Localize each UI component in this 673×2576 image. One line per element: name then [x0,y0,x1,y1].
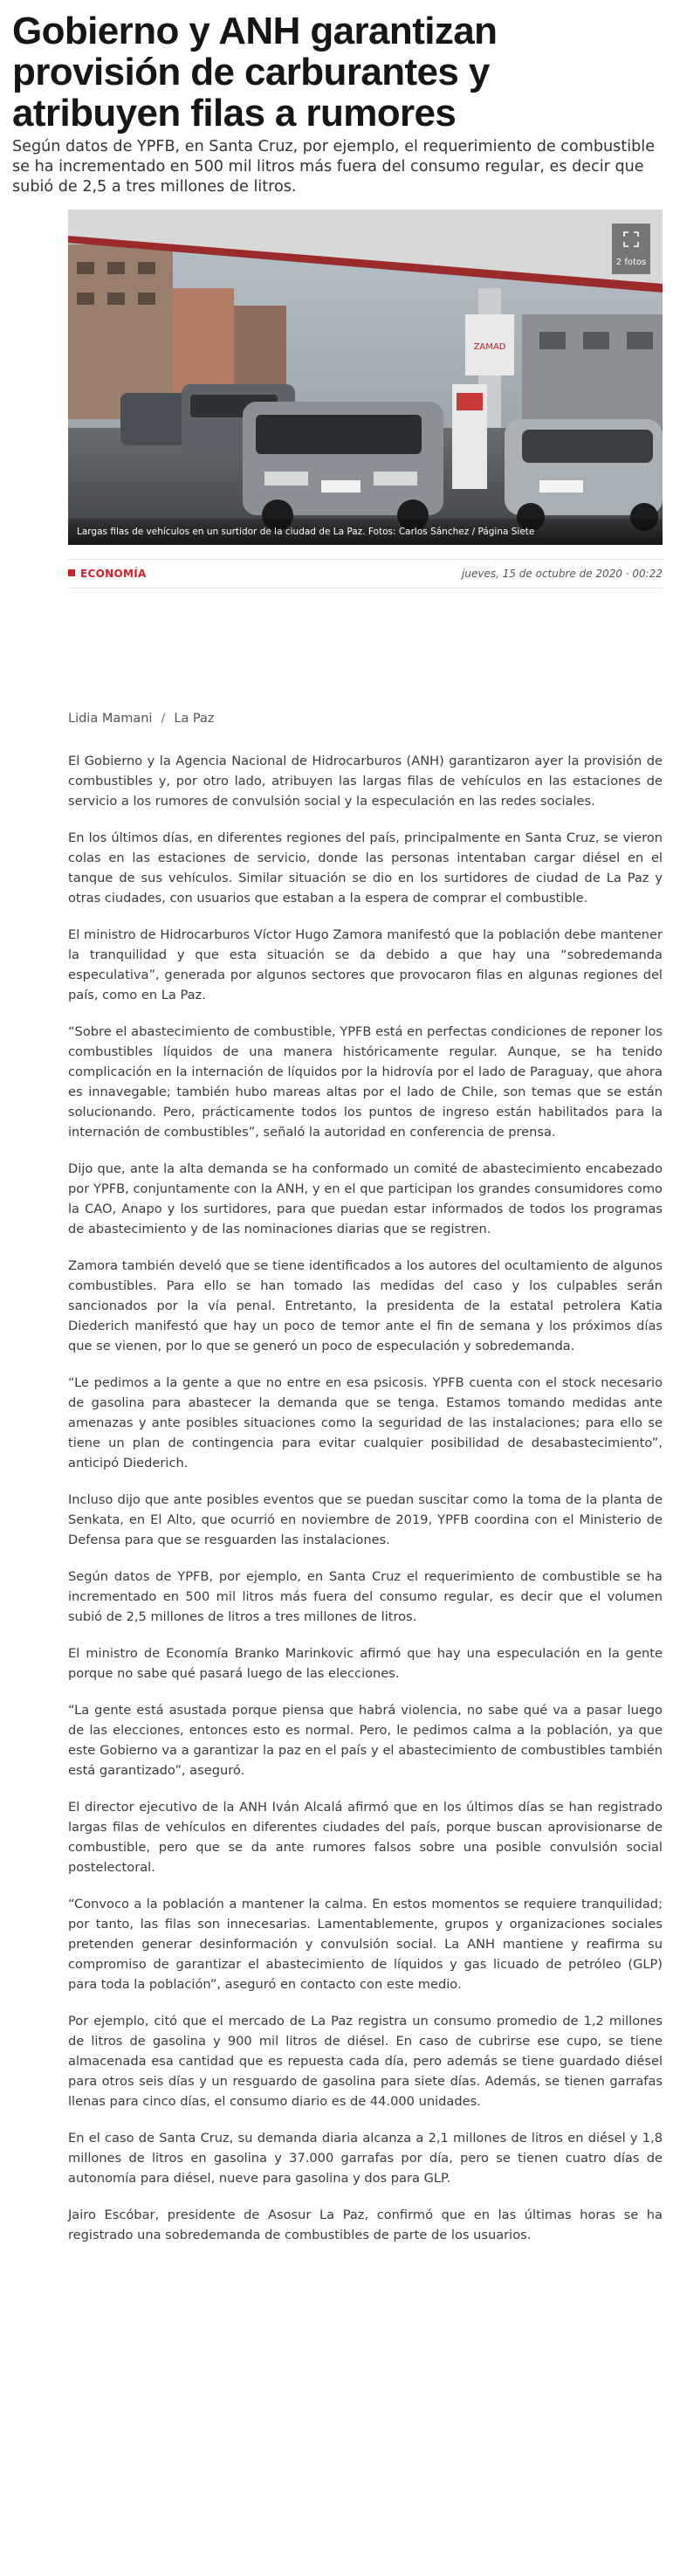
section-link[interactable] [68,568,147,580]
article-meta [68,559,663,589]
photo-illustration [68,210,663,545]
article-paragraph: “Le pedimos a la gente a que no entre en esa psicosis. YPFB cuenta con el stock necesario de gasolina para abastecer la demanda que se tenga. Estamos tomando medidas ante amenazas y ante posibles situaciones como la seguridad de las instalaciones; para ello se tiene un plan de contingencia para evitar cualquier posibilidad de desabastecimiento”, anticipó Diederich. [68,1375,663,1471]
article-paragraph: El ministro de Hidrocarburos Víctor Hugo Zamora manifestó que la población debe mantener la tranquilidad y que esta situación se da debido a que hay una “sobredemanda especulativa”, generada por algunos sectores que provocaron filas en algunas regiones del país, como en La Paz. [68,927,663,1002]
article-paragraph: El director ejecutivo de la ANH Iván Alcalá afirmó que en los últimos días se han registrado largas filas de vehículos en diferentes ciudades del país, porque buscan aprovisionarse de combustible, pero que se da ante rumores falsos sobre una posible convulsión social postelectoral. [68,1800,663,1875]
gallery-count: 2 fotos [615,258,647,267]
author-name: Lidia Mamani [68,712,153,726]
article-paragraph: Según datos de YPFB, por ejemplo, en Santa Cruz el requerimiento de combustible se ha incrementado en 500 mil litros más fuera del consumo regular, es decir que el volumen subió de 2,5 millones de litros a tres millones de litros. [68,1569,663,1624]
article-paragraph: Por ejemplo, citó que el mercado de La Paz registra un consumo promedio de 1,2 millones de litros de gasolina y 900 mil litros de diésel. En caso de cubrirse ese cupo, se tiene almacenada esa cantidad que es repuesta cada día, pero además se tiene guardado diésel para otros seis días y un resguardo de gasolina para siete días. Además, se tienen garrafas llenas para cinco días, el consumo diario es de 44.000 unidades. [68,2014,663,2109]
article-paragraph: “Sobre el abastecimiento de combustible, YPFB está en perfectas condiciones de reponer los combustibles líquidos de una manera históricamente regular. Aunque, se ha tenido complicación en la internación de líquidos por la hidrovía por el lado de Paraguay, que ahora es innavegable; también hubo mareas altas por el lado de Chile, son temas que se están solucionando. Pero, prácticamente todos los puntos de ingreso están habilitados para la internación de combustibles”, señaló la autoridad en conferencia de prensa. [68,1024,663,1140]
expand-icon [623,231,639,247]
article-paragraph: Dijo que, ante la alta demanda se ha conformado un comité de abastecimiento encabezado por YPFB, conjuntamente con la ANH, y en el que participan los grandes consumidores como la CAO, Anapo y los surtidores, para que puedan estar informados de todos los programas de abastecimiento y de las nominaciones diarias que se registren. [68,1161,663,1236]
publish-date: jueves, 15 de octubre de 2020 · 00:22 [462,568,663,580]
article-paragraph: El Gobierno y la Agencia Nacional de Hidrocarburos (ANH) garantizaron ayer la provisión de combustibles y, por otro lado, atribuyen las largas filas de vehículos en las estaciones de servicio a los rumores de convulsión social y la especulación en las redes sociales. [68,754,663,809]
article-subtitle: Según datos de YPFB, en Santa Cruz, por ejemplo, el requerimiento de combustible se ha incrementado en 500 mil litros más fuera del consumo regular, es decir que subió de 2,5 a tres millones de litros. [12,138,656,196]
byline [68,712,215,726]
article-photo[interactable] [68,210,663,545]
article-paragraph: “Convoco a la población a mantener la calma. En estos momentos se requiere tranquilidad; por tanto, las filas son innecesarias. Lamentablemente, grupos y organizaciones sociales pretenden generar desinformación y convulsión social. La ANH mantiene y reafirma su compromiso de garantizar el abastecimiento de líquidos y gas licuado de petróleo (GLP) para toda la población”, aseguró en contacto con este medio. [68,1897,663,1992]
byline-separator: / [161,712,166,726]
article-paragraph: En los últimos días, en diferentes regiones del país, principalmente en Santa Cruz, se vieron colas en las estaciones de servicio, donde las personas intentaban cargar diésel en el tanque de sus vehículos. Similar situación se dio en los surtidores de ciudad de La Paz y otras ciudades, con usuarios que estaban a la espera de comprar el combustible. [68,830,663,906]
article-paragraph: “La gente está asustada porque piensa que habrá violencia, no sabe qué va a pasar luego de las elecciones, entonces esto es normal. Pero, le pedimos calma a la población, ya que este Gobierno va a garantizar la paz en el país y el abastecimiento de combustibles también está garantizado”, aseguró. [68,1703,663,1778]
article-headline: Gobierno y ANH garantizan provisión de carburantes y atribuyen filas a rumores [12,10,498,134]
pillar-sign-text: ZAMAD [473,342,506,352]
gallery-button[interactable] [612,224,650,274]
article-paragraph: El ministro de Economía Branko Marinkovic afirmó que hay una especulación en la gente porque no sabe qué pasará luego de las elecciones. [68,1646,663,1681]
article-paragraph: Zamora también develó que se tiene identificados a los autores del ocultamiento de algunos combustibles. Para ello se han tomado las medidas del caso y los culpables serán sancionados por la vía penal. Entretanto, la presidenta de la estatal petrolera Katia Diederich manifestó que hay un poco de temor ante el fin de semana y los próximos días que se vienen, por lo que se generó un poco de especulación y sobredemanda. [68,1258,663,1353]
section-square-icon [68,569,75,576]
article-body [68,751,663,2262]
section-label: ECONOMÍA [80,568,147,580]
article-paragraph: En el caso de Santa Cruz, su demanda diaria alcanza a 2,1 millones de litros en diésel y 1,8 millones de litros en gasolina y 37.000 garrafas por día, pero se tienen cuatro días de autonomía para diésel, nueve para gasolina y dos para GLP. [68,2131,663,2186]
caption-bar [68,519,663,545]
article-paragraph: Incluso dijo que ante posibles eventos que se puedan suscitar como la toma de la planta de Senkata, en El Alto, que ocurrió en noviembre de 2019, YPFB coordina con el Ministerio de Defensa para que se resguarden las instalaciones. [68,1492,663,1547]
byline-location: La Paz [174,712,215,726]
photo-caption: Largas filas de vehículos en un surtidor de la ciudad de La Paz. Fotos: Carlos Sánchez / Página Siete [77,527,535,537]
article-paragraph: Jairo Escóbar, presidente de Asosur La Paz, confirmó que en las últimas horas se ha registrado una sobredemanda de combustibles de parte de los usuarios. [68,2208,663,2242]
